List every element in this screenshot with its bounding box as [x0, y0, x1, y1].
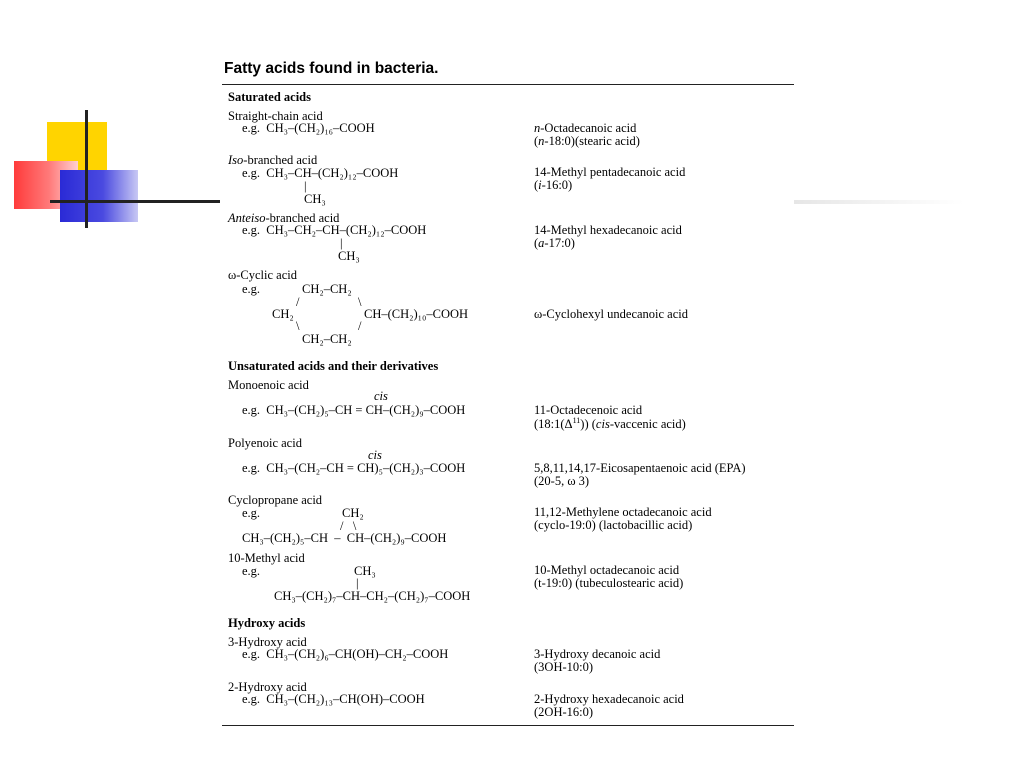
- cyclopropane-ring-top: CH₂: [342, 506, 364, 520]
- hydroxy2-formula: e.g. CH₃–(CH₂)₁₃–CH(OH)–COOH: [242, 692, 425, 706]
- hydroxy3-code: (3OH-10:0): [534, 660, 594, 674]
- hydroxy3-label: 3-Hydroxy acid: [228, 635, 307, 649]
- anteiso-formula: e.g. CH₃–CH₂–CH–(CH₂)₁₂–COOH: [242, 223, 427, 237]
- cyclic-ring-slash-left-top: /: [296, 295, 300, 309]
- slide-title: Fatty acids found in bacteria.: [224, 60, 439, 77]
- hydroxy3-name: 3-Hydroxy decanoic acid: [534, 647, 661, 661]
- straight-chain-label: Straight-chain acid: [228, 109, 323, 123]
- blue-gradient-square: [60, 170, 138, 222]
- cyclic-ring-slash-right-bottom: /: [358, 319, 362, 333]
- anteiso-label: Anteiso-branched acid: [228, 211, 340, 225]
- hydroxy2-code: (2OH-16:0): [534, 705, 594, 719]
- monoenoic-cis: cis: [374, 389, 388, 403]
- polyenoic-name: 5,8,11,14,17-Eicosapentaenoic acid (EPA): [534, 461, 746, 475]
- cyclopropane-formula: CH₃–(CH₂)₅–CH – CH–(CH₂)₉–COOH: [242, 531, 447, 545]
- iso-branch-methyl: CH₃: [304, 192, 326, 206]
- cyclic-ring-slash-left-bottom: \: [296, 319, 300, 333]
- hydroxy3-formula: e.g. CH₃–(CH₂)₆–CH(OH)–CH₂–COOH: [242, 647, 449, 661]
- anteiso-branch-methyl: CH₃: [338, 249, 360, 263]
- cyclopropane-eg: e.g.: [242, 506, 261, 520]
- fatty-acid-table: [222, 84, 794, 726]
- section-heading-unsaturated: Unsaturated acids and their derivatives: [228, 359, 439, 373]
- cyclic-name: ω-Cyclohexyl undecanoic acid: [534, 307, 689, 321]
- methyl10-branch-methyl: CH₃: [354, 564, 376, 578]
- anteiso-branch-bar: |: [340, 236, 343, 250]
- polyenoic-label: Polyenoic acid: [228, 436, 302, 450]
- monoenoic-name: 11-Octadecenoic acid: [534, 403, 643, 417]
- polyenoic-cis: cis: [368, 448, 382, 462]
- methyl10-branch-bar: |: [356, 576, 359, 590]
- monoenoic-label: Monoenoic acid: [228, 378, 309, 392]
- methyl10-label: 10-Methyl acid: [228, 551, 305, 565]
- cyclic-ring-left: CH₂: [272, 307, 294, 321]
- straight-chain-formula: e.g. CH₃–(CH₂)₁₆–COOH: [242, 121, 375, 135]
- cyclic-label: ω-Cyclic acid: [228, 268, 297, 282]
- vertical-rule: [85, 110, 88, 228]
- hydroxy2-name: 2-Hydroxy hexadecanoic acid: [534, 692, 684, 706]
- cyclic-ring-slash-right-top: \: [358, 295, 362, 309]
- polyenoic-formula: e.g. CH₃–(CH₂–CH = CH)₅–(CH₂)₃–COOH: [242, 461, 466, 475]
- iso-code: (i-16:0): [534, 178, 573, 192]
- methyl10-code: (t-19:0) (tubeculostearic acid): [534, 576, 684, 590]
- anteiso-name: 14-Methyl hexadecanoic acid: [534, 223, 682, 237]
- yellow-square: [47, 122, 107, 184]
- straight-chain-name: n-Octadecanoic acid: [534, 121, 637, 135]
- cyclopropane-code: (cyclo-19:0) (lactobacillic acid): [534, 518, 693, 532]
- horizontal-rule: [50, 200, 220, 203]
- iso-name: 14-Methyl pentadecanoic acid: [534, 165, 686, 179]
- straight-chain-code: (n-18:0)(stearic acid): [534, 134, 640, 148]
- section-heading-saturated: Saturated acids: [228, 90, 311, 104]
- cyclopropane-name: 11,12-Methylene octadecanoic acid: [534, 505, 712, 519]
- hydroxy2-label: 2-Hydroxy acid: [228, 680, 307, 694]
- anteiso-code: (a-17:0): [534, 236, 575, 250]
- cyclic-ring-top: CH₂–CH₂: [302, 282, 352, 296]
- methyl10-formula: CH₃–(CH₂)₇–CH–CH₂–(CH₂)₇–COOH: [274, 589, 471, 603]
- iso-label: Iso-branched acid: [228, 153, 318, 167]
- methyl10-eg: e.g.: [242, 564, 261, 578]
- cyclopropane-label: Cyclopropane acid: [228, 493, 323, 507]
- red-gradient-square: [14, 161, 78, 209]
- polyenoic-code: (20-5, ω 3): [534, 474, 590, 488]
- iso-formula: e.g. CH₃–CH–(CH₂)₁₂–COOH: [242, 166, 399, 180]
- faded-rule: [794, 200, 964, 204]
- cyclic-eg: e.g.: [242, 282, 261, 296]
- section-heading-hydroxy: Hydroxy acids: [228, 616, 306, 630]
- methyl10-name: 10-Methyl octadecanoic acid: [534, 563, 680, 577]
- cyclopropane-ring-slashes: / \: [340, 519, 357, 533]
- cyclic-ring-bottom: CH₂–CH₂: [302, 332, 352, 346]
- cyclic-ring-right: CH–(CH₂)₁₀–COOH: [364, 307, 469, 321]
- monoenoic-formula: e.g. CH₃–(CH₂)₅–CH = CH–(CH₂)₉–COOH: [242, 403, 466, 417]
- monoenoic-code: $(18:1(\Delta^{11}))$ (cis-vaccenic acid): [534, 416, 686, 432]
- iso-branch-bar: |: [304, 179, 307, 193]
